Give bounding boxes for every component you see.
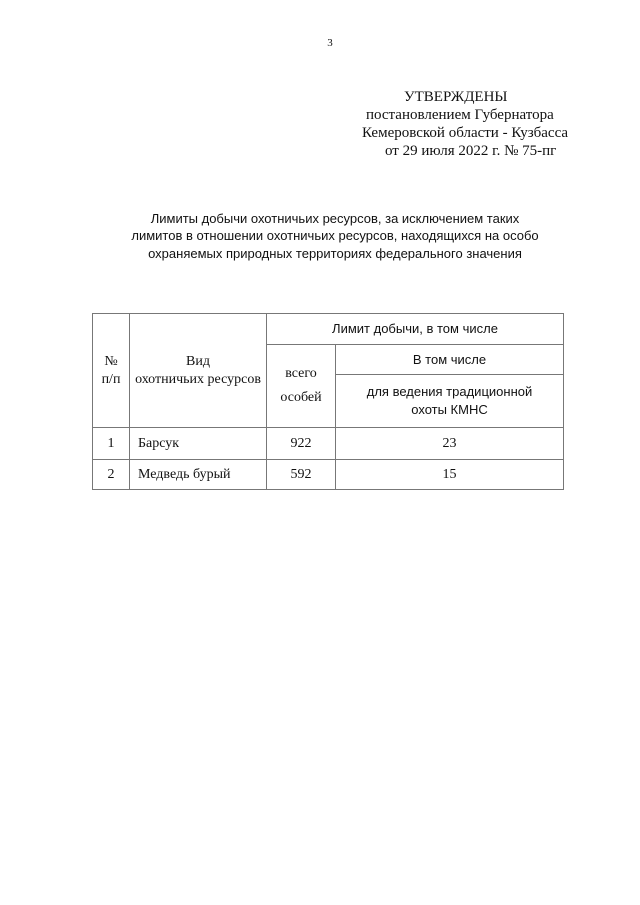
header-total-line1: всего — [285, 366, 317, 381]
row-total: 592 — [267, 460, 336, 490]
header-number-line2: п/п — [101, 371, 121, 387]
approval-heading: УТВЕРЖДЕНЫ — [404, 89, 508, 105]
header-traditional — [336, 375, 564, 428]
header-total-line2: особей — [280, 390, 322, 405]
approval-date: от 29 июля 2022 г. № 75-пг — [385, 143, 557, 159]
header-kind-line1: Вид — [186, 353, 210, 369]
header-kind-line2: охотничьих ресурсов — [135, 371, 261, 387]
header-total — [267, 345, 336, 428]
row-total: 922 — [267, 428, 336, 460]
row-traditional: 23 — [336, 428, 564, 460]
approval-line: Кемеровской области - Кузбасса — [362, 125, 569, 141]
header-traditional-line2: охоты КМНС — [411, 402, 488, 417]
row-resource-name: Барсук — [130, 428, 267, 460]
page-number: 3 — [327, 37, 333, 49]
document-title-line: лимитов в отношении охотничьих ресурсов, находящихся на особо — [131, 228, 539, 243]
header-number-line1: № — [104, 353, 118, 369]
row-number: 1 — [93, 428, 130, 460]
header-limit: Лимит добычи, в том числе — [267, 314, 564, 345]
document-title-line: Лимиты добычи охотничьих ресурсов, за исключением таких — [150, 211, 520, 226]
header-including: В том числе — [336, 345, 564, 375]
limits-table — [92, 313, 564, 490]
table-header-row — [93, 314, 564, 345]
header-resource-kind — [130, 314, 267, 428]
document-title-line: охраняемых природных территориях федерального значения — [148, 246, 522, 261]
approval-line: постановлением Губернатора — [366, 107, 554, 123]
row-traditional: 15 — [336, 460, 564, 490]
header-traditional-line1: для ведения традиционной — [366, 384, 533, 399]
table-row — [93, 428, 564, 460]
row-resource-name: Медведь бурый — [130, 460, 267, 490]
table-row — [93, 460, 564, 490]
row-number: 2 — [93, 460, 130, 490]
header-number — [93, 314, 130, 428]
